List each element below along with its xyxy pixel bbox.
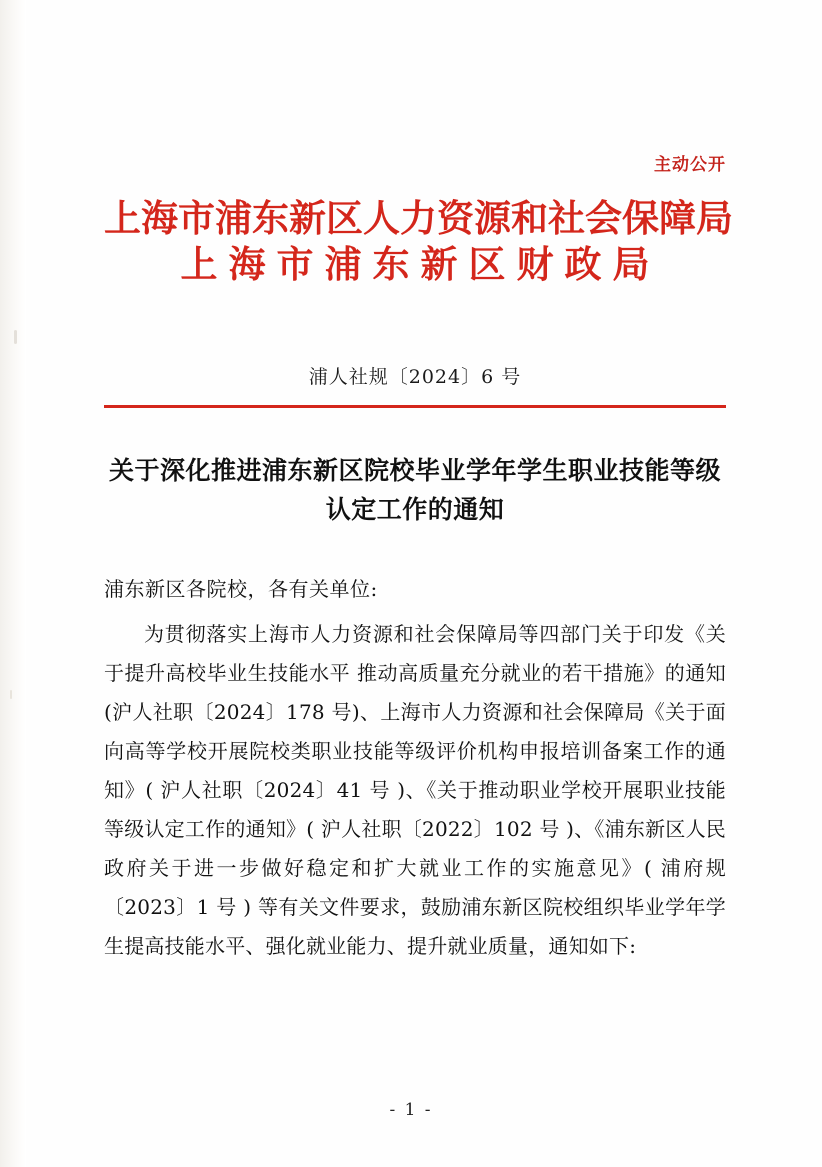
scan-artifact (14, 330, 17, 344)
issuing-agency-line-2: 上海市浦东新区财政局 (180, 242, 661, 286)
document-content (104, 0, 733, 966)
scan-artifact (10, 690, 12, 699)
salutation: 浦东新区各院校，各有关单位: (104, 576, 378, 601)
document-number: 浦人社规〔2024〕6 号 (308, 366, 522, 389)
disclosure-tag: 主动公开 (654, 155, 726, 175)
red-divider-rule (104, 405, 726, 408)
body-paragraph: 为贯彻落实上海市人力资源和社会保障局等四部门关于印发《关于提升高校毕业生技能水平 推动高质量充分就业的若干措施》的通知(沪人社职〔2024〕178 号)、上海市人力资源和社会保障局《关于面向高等学校开展院校类职业技能等级评价机构申报培训备案工作的通知》( 沪人社职〔2024〕41 号 )、《关于推动职业学校开展职业技能等级认定工作的通知》( 沪人社职〔2022〕102 号 )、《浦东新区人民政府关于进一步做好稳定和扩大就业工作的实施意见》( 浦府规〔2023〕1 号 ) 等有关文件要求，鼓励浦东新区院校组织毕业学年学生提高技能水平、强化就业能力、提升就业质量，通知如下: (104, 621, 726, 958)
document-title: 关于深化推进浦东新区院校毕业学年学生职业技能等级认定工作的通知 (108, 456, 721, 525)
page-number: - 1 - (389, 1100, 433, 1120)
issuing-agency-line-1: 上海市浦东新区人力资源和社会保障局 (104, 197, 733, 240)
scan-edge-shading (0, 0, 26, 1167)
